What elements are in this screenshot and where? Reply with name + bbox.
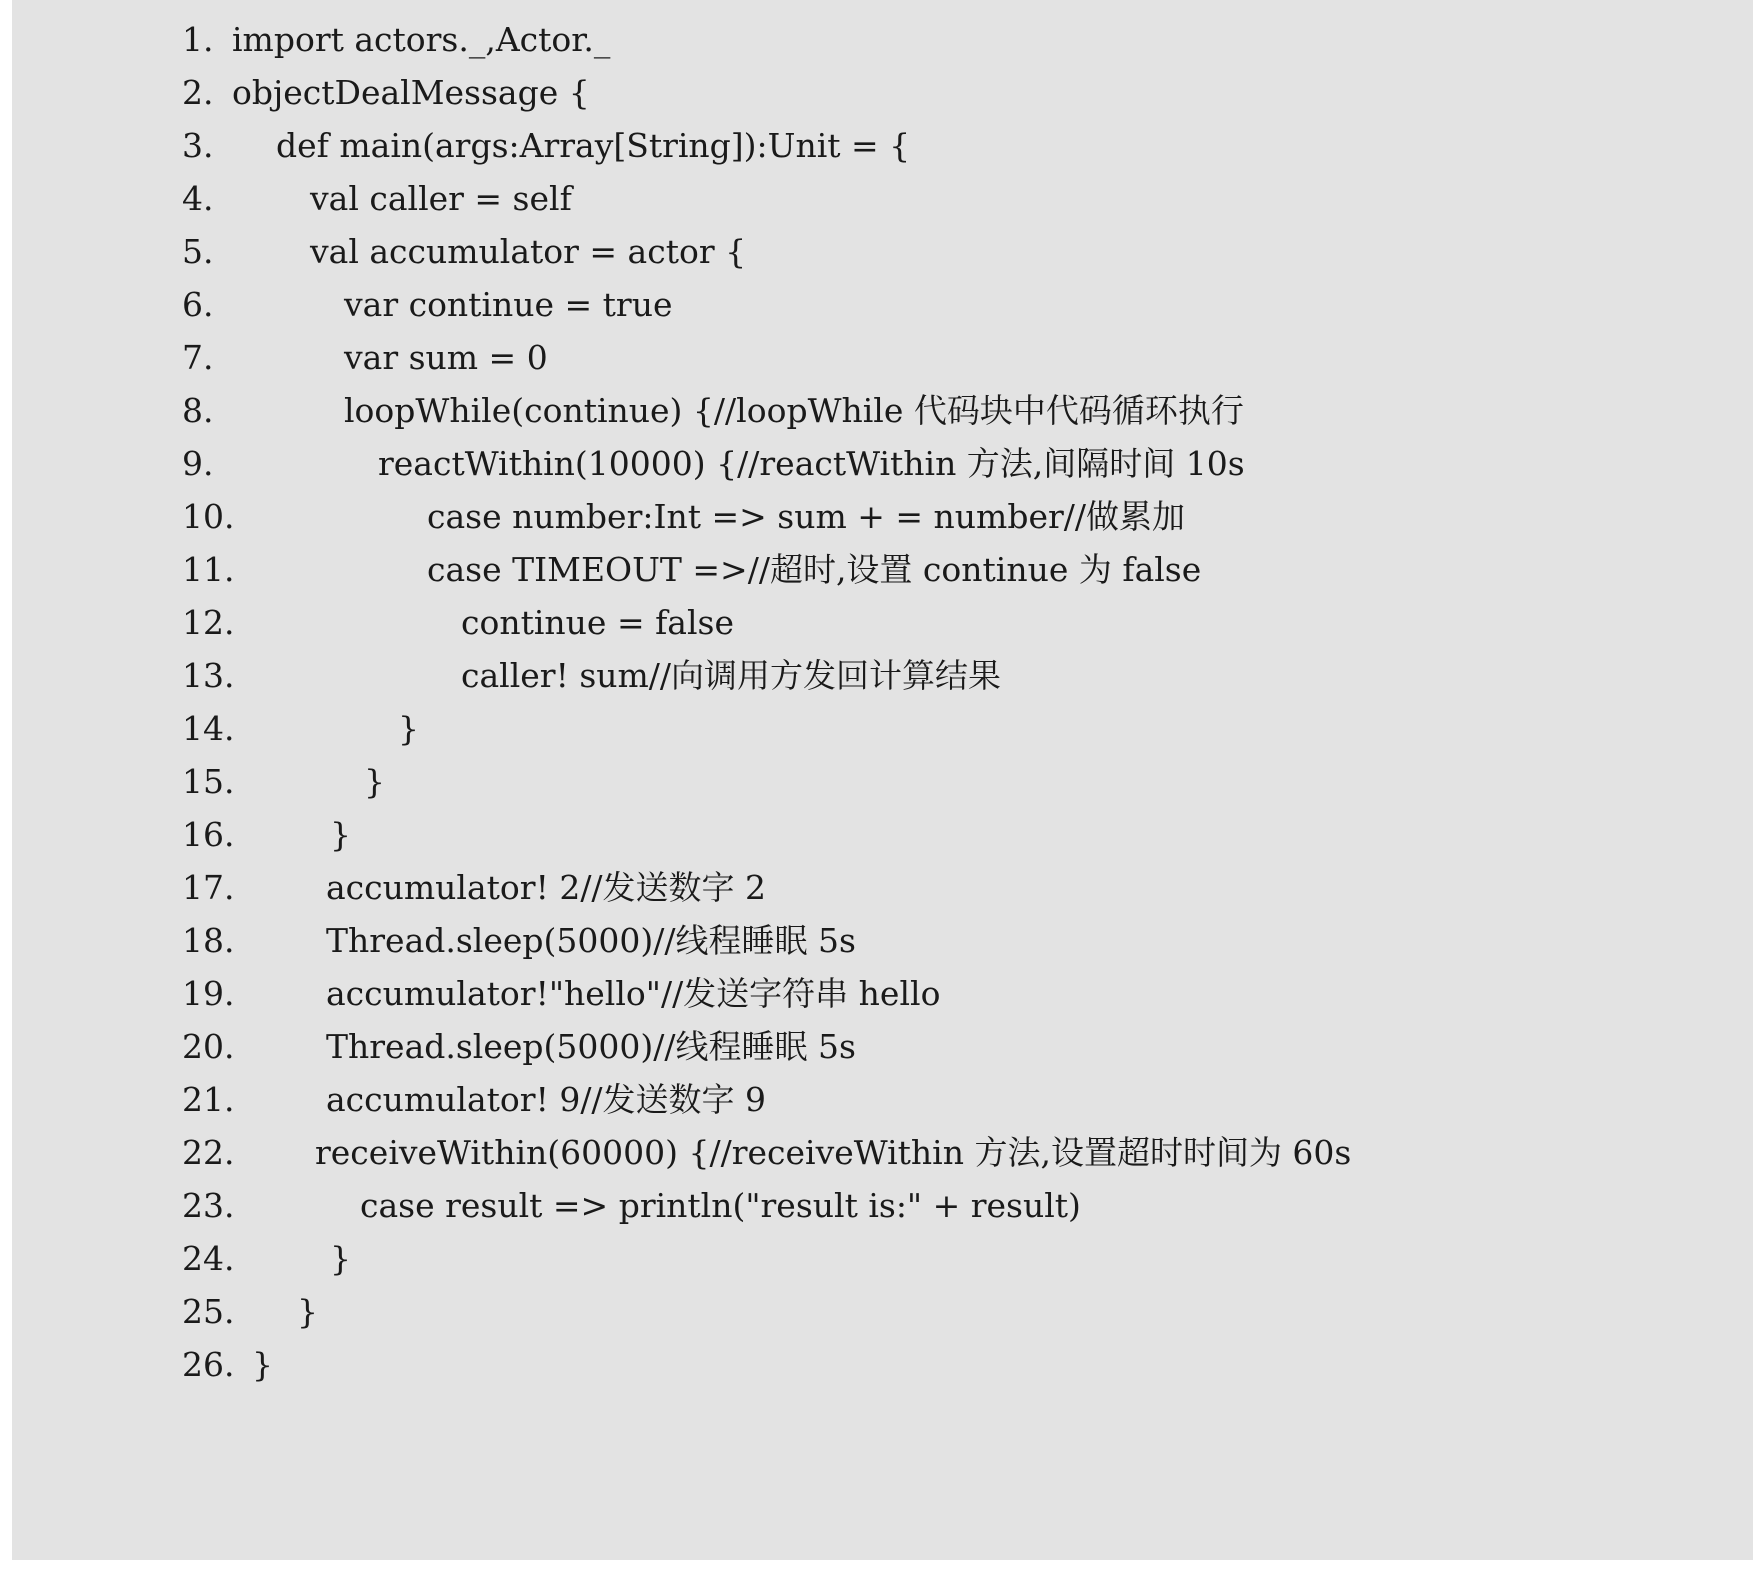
code-line [12,275,1753,334]
line-number: 18. [182,921,235,960]
line-code: Thread.sleep(5000)//线程睡眠 5s [326,1027,856,1066]
code-line [12,911,1753,970]
line-number: 5. [182,232,214,271]
code-line [12,116,1753,175]
line-number: 16. [182,815,235,854]
line-code: objectDealMessage { [232,73,590,112]
line-code: case TIMEOUT =>//超时,设置 continue 为 false [427,550,1202,589]
code-line [12,964,1753,1023]
line-number: 2. [182,73,214,112]
line-number: 11. [182,550,235,589]
code-line [12,487,1753,546]
line-number: 19. [182,974,235,1013]
code-line [12,858,1753,917]
code-line [12,646,1753,705]
code-line [12,10,1753,69]
line-code: def main(args:Array[String]):Unit = { [276,126,911,165]
line-code: } [364,762,385,801]
code-line [12,540,1753,599]
line-code: case result => println("result is:" + result) [360,1186,1081,1225]
line-number: 4. [182,179,214,218]
line-number: 6. [182,285,214,324]
line-code: continue = false [461,603,734,642]
line-number: 12. [182,603,235,642]
line-code: accumulator!"hello"//发送字符串 hello [326,974,941,1013]
line-number: 14. [182,709,235,748]
line-number: 8. [182,391,214,430]
line-number: 15. [182,762,235,801]
line-number: 23. [182,1186,235,1225]
code-line [12,1123,1753,1182]
line-code: reactWithin(10000) {//reactWithin 方法,间隔时间 10s [378,444,1245,483]
code-line [12,381,1753,440]
line-number: 17. [182,868,235,907]
line-number: 25. [182,1292,235,1331]
line-number: 13. [182,656,235,695]
line-number: 7. [182,338,214,377]
code-line [12,169,1753,228]
code-line [12,1070,1753,1129]
line-code: Thread.sleep(5000)//线程睡眠 5s [326,921,856,960]
code-line [12,328,1753,387]
code-line [12,1176,1753,1235]
line-code: val accumulator = actor { [310,232,747,271]
line-code: } [330,815,351,854]
line-number: 21. [182,1080,235,1119]
line-code: var continue = true [344,285,673,324]
line-number: 10. [182,497,235,536]
line-code: } [330,1239,351,1278]
line-number: 3. [182,126,214,165]
code-line [12,699,1753,758]
line-code: receiveWithin(60000) {//receiveWithin 方法,设置超时时间为 60s [315,1133,1352,1172]
line-number: 24. [182,1239,235,1278]
line-code: var sum = 0 [344,338,548,377]
line-number: 22. [182,1133,235,1172]
line-code: import actors._,Actor._ [232,20,611,59]
line-number: 9. [182,444,214,483]
line-code: loopWhile(continue) {//loopWhile 代码块中代码循环执行 [344,391,1244,430]
line-code: case number:Int => sum + = number//做累加 [427,497,1186,536]
code-line [12,222,1753,281]
code-listing [12,0,1753,1560]
line-code: caller! sum//向调用方发回计算结果 [461,656,1002,695]
code-line [12,1335,1753,1394]
code-line [12,1282,1753,1341]
code-line [12,63,1753,122]
line-code: } [398,709,419,748]
line-code: accumulator! 2//发送数字 2 [326,868,767,907]
line-number: 20. [182,1027,235,1066]
line-code: val caller = self [310,179,572,218]
line-code: } [297,1292,318,1331]
line-code: accumulator! 9//发送数字 9 [326,1080,767,1119]
line-code: } [252,1345,273,1384]
code-line [12,752,1753,811]
line-number: 26. [182,1345,235,1384]
code-line [12,434,1753,493]
code-line [12,805,1753,864]
line-number: 1. [182,20,214,59]
code-line [12,593,1753,652]
code-line [12,1017,1753,1076]
code-line [12,1229,1753,1288]
